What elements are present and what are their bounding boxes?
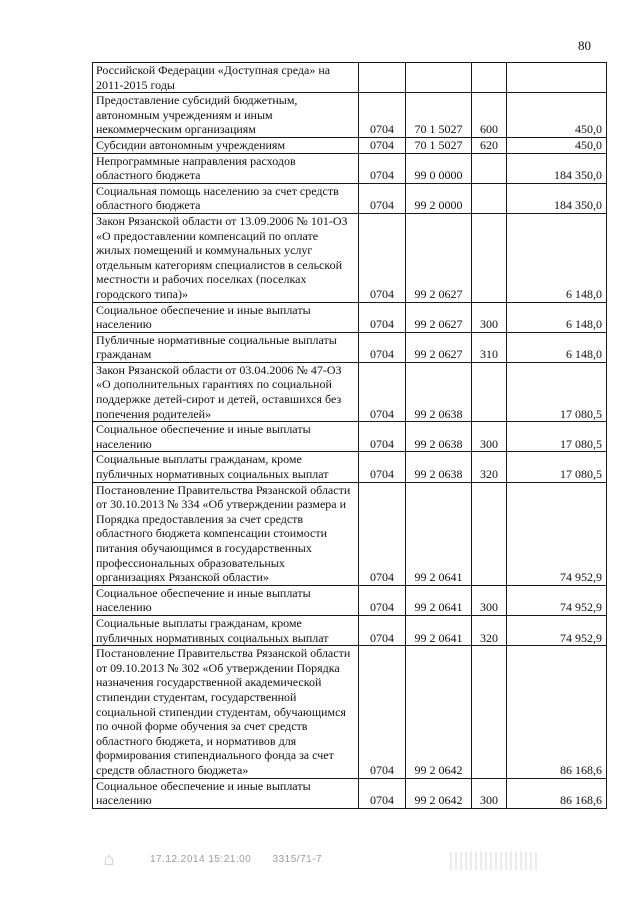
row-amount: 17 080,5 [507, 422, 607, 452]
table-row [93, 452, 607, 482]
row-section: 0704 [359, 153, 406, 183]
row-section: 0704 [359, 183, 406, 213]
row-section: 0704 [359, 452, 406, 482]
row-expense-kind [472, 183, 507, 213]
page-number: 80 [578, 38, 591, 53]
row-amount: 6 148,0 [507, 332, 607, 362]
row-section: 0704 [359, 213, 406, 302]
row-expense-kind: 300 [472, 422, 507, 452]
row-target-code: 99 0 0000 [406, 153, 472, 183]
row-description: Публичные нормативные социальные выплаты гражданам [93, 332, 359, 362]
table-row [93, 482, 607, 585]
row-description: Социальная помощь населению за счет средств областного бюджета [93, 183, 359, 213]
row-target-code [406, 63, 472, 93]
row-target-code: 99 2 0641 [406, 482, 472, 585]
table-row [93, 615, 607, 645]
row-amount: 74 952,9 [507, 585, 607, 615]
row-expense-kind: 320 [472, 452, 507, 482]
row-amount: 184 350,0 [507, 183, 607, 213]
row-expense-kind [472, 646, 507, 778]
budget-table [92, 62, 607, 809]
table-row [93, 646, 607, 778]
row-description: Предоставление субсидий бюджетным, автономным учреждениям и иным некоммерческим организациям [93, 93, 359, 138]
row-description: Социальное обеспечение и иные выплаты населению [93, 422, 359, 452]
row-amount: 6 148,0 [507, 213, 607, 302]
row-section: 0704 [359, 422, 406, 452]
row-description: Российской Федерации «Доступная среда» на 2011-2015 годы [93, 63, 359, 93]
row-expense-kind: 320 [472, 615, 507, 645]
row-target-code: 99 2 0638 [406, 422, 472, 452]
row-description: Социальные выплаты гражданам, кроме публичных нормативных социальных выплат [93, 452, 359, 482]
row-section: 0704 [359, 482, 406, 585]
row-amount: 74 952,9 [507, 482, 607, 585]
table-row [93, 93, 607, 138]
row-section: 0704 [359, 302, 406, 332]
row-target-code: 70 1 5027 [406, 93, 472, 138]
row-target-code: 99 2 0642 [406, 778, 472, 808]
row-description: Социальные выплаты гражданам, кроме публичных нормативных социальных выплат [93, 615, 359, 645]
table-row [93, 422, 607, 452]
row-amount: 17 080,5 [507, 362, 607, 421]
footer-datetime: 17.12.2014 15:21:00 [150, 854, 252, 865]
row-section: 0704 [359, 93, 406, 138]
table-row [93, 183, 607, 213]
row-description: Социальное обеспечение и иные выплаты населению [93, 302, 359, 332]
row-section: 0704 [359, 362, 406, 421]
footer-meta [150, 854, 340, 865]
row-target-code: 99 2 0638 [406, 452, 472, 482]
row-description: Постановление Правительства Рязанской области от 09.10.2013 № 302 «Об утверждении Порядка назначения государственной академической стипендии студентам, государственной социальной стипендии студентам, обучающимся по очной форме обучения за счет средств областного бюджета, и нормативов для формирования стипендиального фонда за счет средств областного бюджета» [93, 646, 359, 778]
row-description: Субсидии автономным учреждениям [93, 137, 359, 153]
barcode-stamp [450, 852, 540, 870]
row-amount: 450,0 [507, 93, 607, 138]
row-expense-kind [472, 482, 507, 585]
row-description: Закон Рязанской области от 03.04.2006 № 47-ОЗ «О дополнительных гарантиях по социальной поддержке детей-сирот и детей, оставшихся без попечения родителей» [93, 362, 359, 421]
table-row [93, 302, 607, 332]
row-target-code: 99 2 0627 [406, 332, 472, 362]
row-amount: 86 168,6 [507, 778, 607, 808]
budget-table-body [93, 63, 607, 809]
row-section: 0704 [359, 332, 406, 362]
row-target-code: 99 2 0000 [406, 183, 472, 213]
table-row [93, 585, 607, 615]
row-section: 0704 [359, 778, 406, 808]
row-expense-kind [472, 63, 507, 93]
row-description: Непрограммные направления расходов областного бюджета [93, 153, 359, 183]
footer-doc-code: 3315/71-7 [272, 854, 323, 865]
row-expense-kind: 310 [472, 332, 507, 362]
row-section [359, 63, 406, 93]
row-target-code: 99 2 0638 [406, 362, 472, 421]
row-amount: 6 148,0 [507, 302, 607, 332]
row-description: Социальное обеспечение и иные выплаты населению [93, 585, 359, 615]
row-expense-kind: 600 [472, 93, 507, 138]
table-row [93, 362, 607, 421]
stamp-icon: ⌂ [103, 849, 115, 869]
row-expense-kind [472, 153, 507, 183]
row-target-code: 99 2 0642 [406, 646, 472, 778]
row-target-code: 99 2 0627 [406, 302, 472, 332]
row-amount: 74 952,9 [507, 615, 607, 645]
row-description: Постановление Правительства Рязанской области от 30.10.2013 № 334 «Об утверждении размера и Порядка предоставления за счет средств областного бюджета компенсации стоимости питания обучающимся в государственных профессиональных образовательных организациях Рязанской области» [93, 482, 359, 585]
row-section: 0704 [359, 646, 406, 778]
row-expense-kind: 300 [472, 302, 507, 332]
row-expense-kind: 620 [472, 137, 507, 153]
row-expense-kind [472, 362, 507, 421]
row-amount: 86 168,6 [507, 646, 607, 778]
row-target-code: 99 2 0627 [406, 213, 472, 302]
row-amount [507, 63, 607, 93]
table-row [93, 153, 607, 183]
row-amount: 450,0 [507, 137, 607, 153]
row-section: 0704 [359, 585, 406, 615]
row-amount: 184 350,0 [507, 153, 607, 183]
row-amount: 17 080,5 [507, 452, 607, 482]
row-section: 0704 [359, 615, 406, 645]
table-row [93, 213, 607, 302]
row-expense-kind: 300 [472, 778, 507, 808]
table-row [93, 137, 607, 153]
row-expense-kind [472, 213, 507, 302]
row-description: Закон Рязанской области от 13.09.2006 № 101-ОЗ «О предоставлении компенсаций по оплате жилых помещений и коммунальных услуг отдельным категориям специалистов в сельской местности и рабочих поселках (поселках городского типа)» [93, 213, 359, 302]
row-target-code: 99 2 0641 [406, 615, 472, 645]
table-row [93, 63, 607, 93]
table-row [93, 332, 607, 362]
row-section: 0704 [359, 137, 406, 153]
row-target-code: 70 1 5027 [406, 137, 472, 153]
row-expense-kind: 300 [472, 585, 507, 615]
row-target-code: 99 2 0641 [406, 585, 472, 615]
table-row [93, 778, 607, 808]
row-description: Социальное обеспечение и иные выплаты населению [93, 778, 359, 808]
